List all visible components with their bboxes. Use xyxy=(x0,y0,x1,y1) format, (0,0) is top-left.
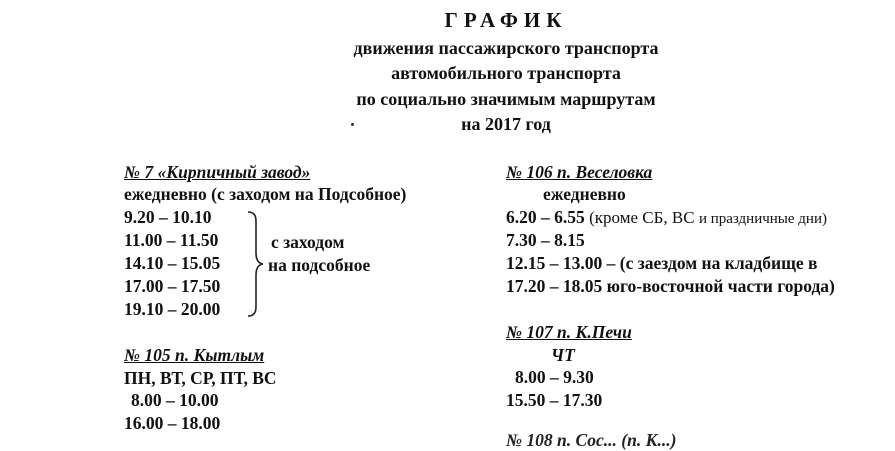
route-7-time-3: 14.10 – 15.05 xyxy=(124,253,221,273)
subtitle-line-1: движения пассажирского транспорта xyxy=(353,38,659,58)
route-106-days: ежедневно xyxy=(543,184,626,204)
route-7-note-2: на подсобное xyxy=(268,255,371,275)
route-108-heading-cut: № 108 п. Сос... (п. К...) xyxy=(506,430,677,450)
route-7-heading: № 7 «Кирпичный завод» xyxy=(124,162,311,182)
route-106-line-1-note-b: и праздничные дни) xyxy=(698,211,827,227)
curly-brace-icon xyxy=(244,209,266,319)
route-7-time-4: 17.00 – 17.50 xyxy=(124,276,221,296)
route-105-time-1: 8.00 – 10.00 xyxy=(131,390,219,410)
scan-speck xyxy=(351,123,354,126)
route-107-days: ЧТ xyxy=(551,345,575,365)
route-105-heading: № 105 п. Кытлым xyxy=(124,345,265,365)
subtitle-line-2: автомобильного транспорта xyxy=(391,63,621,83)
route-106-line-1-time: 6.20 – 6.55 xyxy=(506,207,585,227)
route-105-days: ПН, ВТ, СР, ПТ, ВС xyxy=(124,368,277,388)
route-106-line-1 xyxy=(506,207,827,228)
document-title: ГРАФИК xyxy=(444,8,568,32)
route-107-heading: № 107 п. К.Печи xyxy=(506,322,632,342)
route-7-time-2: 11.00 – 11.50 xyxy=(124,230,219,250)
route-106-line-1-note-a: (кроме СБ, ВС xyxy=(589,208,695,227)
route-106-line-2: 7.30 – 8.15 xyxy=(506,230,585,250)
route-7-days: ежедневно (с заходом на Подсобное) xyxy=(124,184,407,204)
route-106-heading: № 106 п. Веселовка xyxy=(506,162,653,182)
route-7-time-1: 9.20 – 10.10 xyxy=(124,207,212,227)
route-107-time-2: 15.50 – 17.30 xyxy=(506,390,603,410)
route-7-note-1: с заходом xyxy=(271,232,345,252)
subtitle-line-3: по социально значимым маршрутам xyxy=(356,89,656,109)
route-105-time-2: 16.00 – 18.00 xyxy=(124,413,221,433)
route-106-line-4: 17.20 – 18.05 юго-восточной части города) xyxy=(506,276,835,296)
subtitle-line-4: на 2017 год xyxy=(461,114,551,134)
route-106-line-3: 12.15 – 13.00 – (с заездом на кладбище в xyxy=(506,253,818,273)
route-107-time-1: 8.00 – 9.30 xyxy=(515,367,594,387)
route-7-time-5: 19.10 – 20.00 xyxy=(124,299,221,319)
